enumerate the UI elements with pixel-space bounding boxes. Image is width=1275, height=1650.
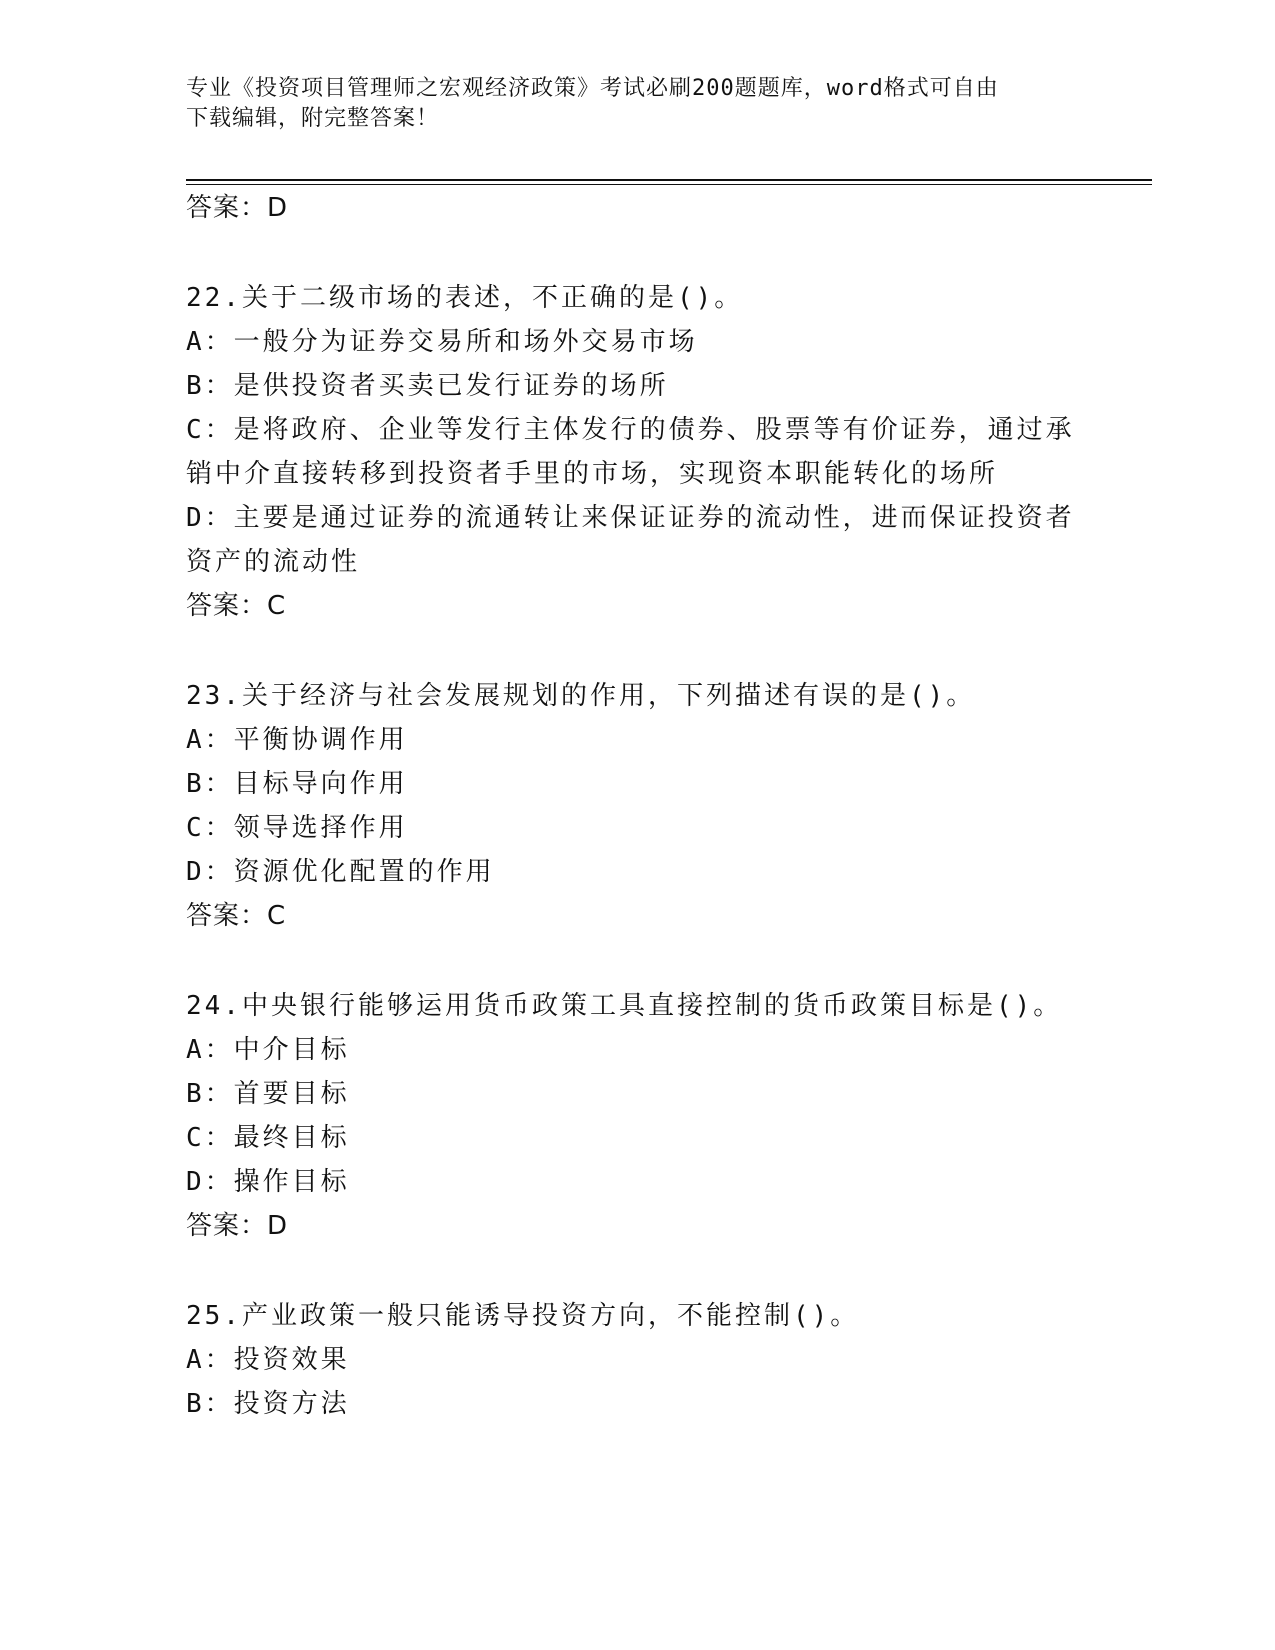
question-23-option-d: D：资源优化配置的作用 bbox=[186, 857, 495, 887]
header-line-2: 下载编辑，附完整答案！ bbox=[186, 106, 440, 131]
question-24-option-d: D：操作目标 bbox=[186, 1167, 350, 1197]
question-22-option-c-line2: 销中介直接转移到投资者手里的市场，实现资本职能转化的场所 bbox=[186, 459, 999, 489]
question-22-option-d-line2: 资产的流动性 bbox=[186, 547, 361, 577]
question-24-stem: 24.中央银行能够运用货币政策工具直接控制的货币政策目标是()。 bbox=[186, 991, 1063, 1021]
header-line-1: 专业《投资项目管理师之宏观经济政策》考试必刷200题题库，word格式可自由 bbox=[186, 76, 999, 101]
question-25-option-a: A：投资效果 bbox=[186, 1345, 350, 1375]
question-22-answer: 答案：C bbox=[186, 591, 287, 621]
answer-q21: 答案：D bbox=[186, 193, 289, 223]
question-23-option-b: B：目标导向作用 bbox=[186, 769, 408, 799]
question-24-answer: 答案：D bbox=[186, 1211, 289, 1241]
question-22-stem: 22.关于二级市场的表述，不正确的是()。 bbox=[186, 283, 744, 313]
question-22-option-a: A：一般分为证券交易所和场外交易市场 bbox=[186, 327, 698, 357]
document-header bbox=[186, 74, 1066, 134]
question-23-answer: 答案：C bbox=[186, 901, 287, 931]
question-24-option-c: C：最终目标 bbox=[186, 1123, 350, 1153]
question-23-option-c: C：领导选择作用 bbox=[186, 813, 408, 843]
question-23-option-a: A：平衡协调作用 bbox=[186, 725, 408, 755]
question-25-stem: 25.产业政策一般只能诱导投资方向，不能控制()。 bbox=[186, 1301, 860, 1331]
question-24-option-b: B：首要目标 bbox=[186, 1079, 350, 1109]
question-23-stem: 23.关于经济与社会发展规划的作用，下列描述有误的是()。 bbox=[186, 681, 976, 711]
question-22-option-c-line1: C：是将政府、企业等发行主体发行的债券、股票等有价证券，通过承 bbox=[186, 415, 1075, 445]
question-22-option-d-line1: D：主要是通过证券的流通转让来保证证券的流动性，进而保证投资者 bbox=[186, 503, 1075, 533]
header-divider-thin bbox=[186, 184, 1152, 185]
question-24-option-a: A：中介目标 bbox=[186, 1035, 350, 1065]
header-divider-thick bbox=[186, 179, 1152, 181]
question-25-option-b: B：投资方法 bbox=[186, 1389, 350, 1419]
question-22-option-b: B：是供投资者买卖已发行证券的场所 bbox=[186, 371, 669, 401]
